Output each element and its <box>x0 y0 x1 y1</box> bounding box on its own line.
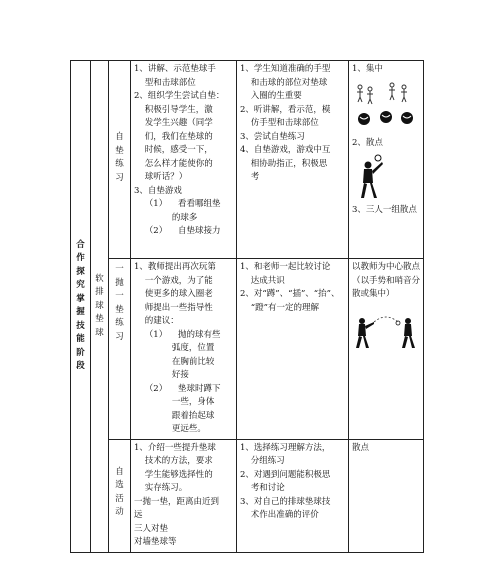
student-line: 1、学生知道准确的手型 <box>240 64 331 74</box>
row-1-teacher-cell <box>131 61 237 259</box>
student-line: “蹬”有一定的理解 <box>240 302 319 313</box>
student-line: 2、听讲解，看示范，模 <box>240 104 331 115</box>
teacher-line: 实存练习。 <box>134 483 188 493</box>
row-label-char: 练 <box>115 159 124 169</box>
row-label-char: 自 <box>115 466 124 477</box>
row-1-organization-cell <box>349 61 424 259</box>
stage-label-char: 握 <box>76 307 85 318</box>
row-1-label-cell <box>109 61 131 259</box>
topic-label-char: 软 <box>95 273 104 284</box>
row-2-label <box>109 263 130 344</box>
row-3-organization-cell <box>349 439 424 552</box>
row-2-student-text <box>240 261 345 315</box>
topic-label-char: 球 <box>95 327 104 338</box>
teacher-line: 发学生兴趣（同学 <box>134 118 213 128</box>
row-label-char: 垫 <box>115 304 124 315</box>
organization-line: 散或集中） <box>352 289 395 299</box>
row-3-student-cell <box>237 439 349 552</box>
teacher-line: 时候，感受一下， <box>134 145 213 155</box>
lesson-plan-table <box>70 60 424 553</box>
teacher-line: 三人对垫 <box>134 523 169 534</box>
stage-label-char: 阶 <box>76 347 85 358</box>
topic-label-char: 球 <box>95 300 104 311</box>
row-3-label <box>109 466 130 520</box>
stage-label-char: 究 <box>76 280 85 291</box>
topic-label-char: 排 <box>95 287 104 297</box>
student-line: 术作出准确的评价 <box>240 510 319 520</box>
topic-label <box>91 273 108 341</box>
teacher-line: 球听话？） <box>134 172 188 182</box>
row-label-char: 一 <box>115 264 124 274</box>
student-line: 分组练习 <box>240 456 285 466</box>
teacher-line: 技术的方法，要求 <box>134 456 213 466</box>
teacher-line: 2、组织学生尝试自垫： <box>134 91 225 101</box>
row-3-student-text <box>240 442 345 523</box>
teacher-line: 怎么样才能使你的 <box>134 158 213 169</box>
org-item-2: 2、散点 <box>352 137 383 148</box>
row-2-organization-text <box>352 261 420 302</box>
student-line: 相协助指正，积极思 <box>240 158 328 169</box>
topic-label-cell <box>91 61 109 553</box>
student-line: 1、和老师一起比较讨论 <box>240 262 331 272</box>
teacher-line: 的球多 <box>134 212 198 223</box>
teacher-line: （1） 抛的球有些 <box>134 329 221 340</box>
row-1-student-cell <box>237 61 349 259</box>
stage-label-char: 能 <box>76 334 85 345</box>
teacher-line: 更远些。 <box>134 424 206 434</box>
row-label-char: 练 <box>115 318 124 328</box>
teacher-line: 师提出一些指导性 <box>134 302 213 313</box>
student-line: 2、对“蹲”、“插”、“抬”、 <box>240 289 340 299</box>
row-label-char: 自 <box>115 132 124 142</box>
teacher-line: 对墙垫球等 <box>134 537 177 547</box>
stage-label-char: 段 <box>76 361 85 372</box>
row-2-teacher-text <box>134 261 233 437</box>
stage-label-char: 掌 <box>76 293 85 304</box>
row-2-student-cell <box>237 259 349 440</box>
student-line: 达成共识 <box>240 275 285 286</box>
row-label-char: 垫 <box>115 145 124 156</box>
stage-label-char: 合 <box>76 239 85 250</box>
row-label-char: 习 <box>115 331 124 342</box>
student-line: 和击球的部位对垫球 <box>240 77 328 88</box>
row-label-char: 习 <box>115 172 124 183</box>
row-3-organization-text: 散点 <box>352 442 370 453</box>
row-label-char: 活 <box>115 493 124 504</box>
teacher-line: 在胸前比较 <box>134 356 215 367</box>
teacher-line: 们，我们在垫球的 <box>134 131 213 142</box>
teacher-line: 使更多的球入圈老 <box>134 289 213 299</box>
organization-line: （以手势和哨音分 <box>352 275 421 286</box>
teacher-line: （2） 自垫球接力 <box>134 226 221 236</box>
teacher-line: 1、介绍一些提升垫球 <box>134 442 216 453</box>
teacher-line: 的建议： <box>134 316 179 326</box>
teacher-line: （1） 看看哪组垫 <box>134 199 221 209</box>
row-1-label <box>109 131 130 185</box>
student-line: 2、对遇到问题能积极思 <box>240 469 331 480</box>
row-2-teacher-cell <box>131 259 237 440</box>
row-2-organization-cell <box>349 259 424 440</box>
stage-label-char: 探 <box>76 266 85 277</box>
teacher-line: 1、讲解、示范垫球手 <box>134 64 216 74</box>
teacher-line: 学生能够选择性的 <box>134 469 213 480</box>
stage-label-char: 作 <box>76 253 85 264</box>
teacher-line: （2） 垫球时蹲下 <box>134 383 221 394</box>
student-line: 考和讨论 <box>240 483 285 493</box>
org-item-1: 1、集中 <box>352 64 383 74</box>
teacher-line: 1、教师提出再次玩第 <box>134 262 216 272</box>
organization-line: 以教师为中心散点 <box>352 262 421 272</box>
student-line: 入圈的生重要 <box>240 91 302 101</box>
teacher-line: 好接 <box>134 370 189 380</box>
row-1-teacher-text <box>134 63 233 239</box>
stage-label <box>71 239 90 374</box>
teacher-line: 3、自垫游戏 <box>134 185 182 196</box>
teacher-line: 一抛一垫，距离由近到 <box>134 496 220 507</box>
row-2-label-cell <box>109 259 131 440</box>
row-3-teacher-text <box>134 442 233 550</box>
student-line: 3、尝试自垫练习 <box>240 131 305 142</box>
student-line: 1、选择练习理解方法， <box>240 442 331 453</box>
student-line: 仿手型和击球部位 <box>240 118 319 128</box>
teacher-line: 一个游戏，为了能 <box>134 275 213 286</box>
teacher-line: 跟着抬起球 <box>134 410 215 421</box>
row-3-teacher-cell <box>131 439 237 552</box>
row-label-char: 选 <box>115 480 124 490</box>
row-label-char: 抛 <box>115 277 124 288</box>
teacher-line: 型和击球部位 <box>134 77 196 88</box>
gather-formation-figure <box>352 77 420 129</box>
topic-label-char: 垫 <box>95 314 104 324</box>
stage-label-cell <box>71 61 91 553</box>
student-line: 考 <box>240 172 260 182</box>
teacher-line: 一些，身体 <box>134 397 215 407</box>
toss-and-pass-figure <box>352 312 420 352</box>
teacher-line: 积极引导学生，激 <box>134 104 213 115</box>
student-line: 4、自垫游戏，游戏中互 <box>240 145 331 155</box>
row-label-char: 动 <box>115 507 124 517</box>
stage-label-char: 技 <box>76 320 85 331</box>
org-item-3: 3、三人一组散点 <box>352 205 417 215</box>
teacher-line: 弧度，位置 <box>134 343 215 353</box>
row-label-char: 一 <box>115 291 124 301</box>
player-silhouette-figure <box>352 150 420 202</box>
student-line: 3、对自己的排球垫球技 <box>240 496 331 507</box>
row-1-student-text <box>240 63 345 185</box>
row-3-label-cell <box>109 439 131 552</box>
teacher-line: 远 <box>134 510 143 520</box>
